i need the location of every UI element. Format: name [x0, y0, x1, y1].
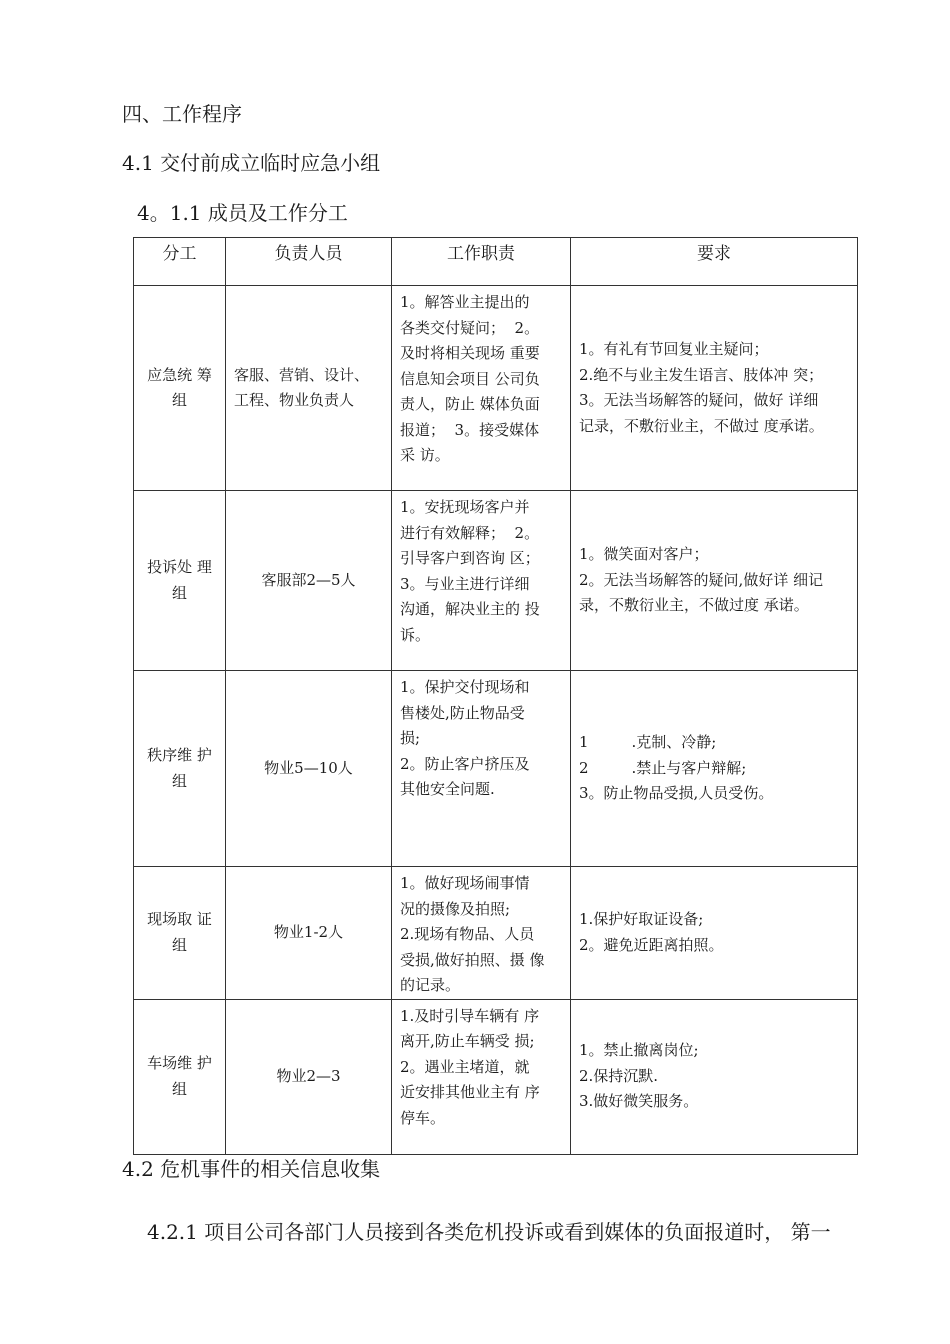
cell-line: 沟通，解决业主的 投	[400, 600, 540, 618]
table-row	[134, 491, 858, 671]
cell-line: 客服、营销、设计、	[234, 365, 370, 384]
cell-line: 受损,做好拍照、摄 像	[400, 950, 545, 969]
cell-line: 各类交付疑问； 2。	[400, 318, 540, 337]
header-duties: 工作职责	[392, 238, 571, 286]
cell-line: 1.保护好取证设备;	[579, 910, 704, 929]
cell-line: 损;	[400, 729, 421, 747]
cell-line: 引导客户到咨询 区；	[400, 549, 540, 567]
duties-cell	[392, 671, 571, 867]
group-cell	[134, 867, 226, 1000]
cell-line: 停车。	[400, 1108, 446, 1127]
section-heading: 四、工作程序	[122, 102, 242, 126]
cell-line: 记录，不敷衍业主，不做过 度承诺。	[579, 416, 824, 435]
cell-line: 售楼处,防止物品受	[400, 703, 525, 722]
requirements-cell	[571, 867, 858, 1000]
cell-line: 2.现场有物品、人员	[400, 925, 535, 943]
staff-cell	[226, 671, 392, 867]
table-row	[134, 671, 858, 867]
cell-line: 3.做好微笑服务。	[579, 1092, 699, 1111]
staff-cell	[226, 286, 392, 491]
cell-line: 离开,防止车辆受 损;	[400, 1032, 535, 1050]
cell-line: 报道； 3。接受媒体	[400, 420, 540, 439]
cell-line: 1。解答业主提出的	[400, 293, 530, 311]
cell-line: 工程、物业负责人	[234, 391, 355, 409]
cell-line: 1.及时引导车辆有 序	[400, 1006, 540, 1025]
header-staff: 负责人员	[226, 238, 392, 286]
cell-line: 物业5—10人	[264, 758, 353, 777]
subsection-heading-2: 4.2 危机事件的相关信息收集	[122, 1157, 381, 1181]
subsection-heading: 4.1 交付前成立临时应急小组	[122, 151, 381, 175]
cell-line: 1。有礼有节回复业主疑问；	[579, 340, 769, 358]
cell-line: 2。遇业主堵道，就	[400, 1057, 530, 1076]
cell-line: 1。安抚现场客户并	[400, 498, 530, 516]
group-cell	[134, 999, 226, 1154]
cell-line: 1。禁止撤离岗位;	[579, 1041, 699, 1060]
requirements-cell	[571, 671, 858, 867]
cell-line: 信息知会项目 公司负	[400, 369, 540, 388]
table-row	[134, 999, 858, 1154]
body-paragraph: 4.2.1 项目公司各部门人员接到各类危机投诉或看到媒体的负面报道时， 第一	[147, 1220, 831, 1244]
cell-line: 组	[171, 935, 187, 954]
cell-line: 2。防止客户挤压及	[400, 754, 530, 773]
cell-line: 1。做好现场闹事情	[400, 874, 530, 892]
cell-line: 近安排其他业主有 序	[400, 1083, 540, 1101]
group-cell	[134, 491, 226, 671]
cell-line: 物业1-2人	[273, 923, 344, 941]
cell-line: 2.保持沉默.	[579, 1066, 659, 1085]
cell-line: 1。保护交付现场和	[400, 678, 530, 696]
duties-cell	[392, 999, 571, 1154]
group-cell	[134, 671, 226, 867]
cell-line: 2。避免近距离拍照。	[579, 935, 724, 954]
cell-line: 进行有效解释； 2。	[400, 523, 540, 542]
cell-line: 2.绝不与业主发生语言、肢体冲 突；	[579, 365, 824, 384]
staff-cell	[226, 999, 392, 1154]
duties-cell	[392, 286, 571, 491]
cell-line: 组	[171, 1079, 187, 1098]
cell-line: 其他安全问题.	[400, 780, 495, 798]
cell-line: 3。防止物品受损,人员受伤。	[579, 784, 774, 803]
cell-line: 责人，防止 媒体负面	[400, 395, 540, 413]
cell-line: 诉。	[400, 625, 431, 644]
table-row	[134, 286, 858, 491]
cell-line: 3。无法当场解答的疑问，做好 详细	[579, 391, 819, 409]
cell-line: 及时将相关现场 重要	[400, 344, 540, 362]
table-header-row	[134, 238, 858, 286]
cell-line: 物业2—3	[276, 1066, 341, 1085]
requirements-cell	[571, 999, 858, 1154]
subsubsection-heading: 4。1.1 成员及工作分工	[137, 201, 348, 225]
cell-line: 现场取 证	[147, 910, 212, 929]
table-row	[134, 867, 858, 1000]
cell-line: 1。微笑面对客户；	[579, 545, 709, 564]
group-cell	[134, 286, 226, 491]
team-table	[133, 237, 858, 1155]
duties-cell	[392, 867, 571, 1000]
cell-line: 组	[171, 391, 187, 409]
header-group: 分工	[134, 238, 226, 286]
cell-line: 应急统 筹	[147, 365, 212, 384]
cell-line: 车场维 护	[147, 1054, 212, 1072]
cell-line: 的记录。	[400, 976, 461, 994]
cell-line: 2 .禁止与客户辩解;	[579, 758, 747, 777]
cell-line: 3。与业主进行详细	[400, 574, 530, 593]
requirements-cell	[571, 286, 858, 491]
cell-line: 客服部2—5人	[261, 570, 356, 589]
cell-line: 组	[171, 583, 187, 602]
requirements-cell	[571, 491, 858, 671]
staff-cell	[226, 491, 392, 671]
staff-cell	[226, 867, 392, 1000]
cell-line: 1 .克制、冷静;	[579, 733, 717, 752]
header-requirements: 要求	[571, 238, 858, 286]
duties-cell	[392, 491, 571, 671]
cell-line: 投诉处 理	[147, 558, 212, 576]
cell-line: 秩序维 护	[147, 746, 212, 764]
cell-line: 录，不敷衍业主，不做过度 承诺。	[579, 596, 809, 615]
cell-line: 组	[171, 771, 187, 790]
cell-line: 2。无法当场解答的疑问,做好详 细记	[579, 570, 824, 589]
cell-line: 采 访。	[400, 446, 450, 464]
cell-line: 况的摄像及拍照;	[400, 899, 511, 918]
